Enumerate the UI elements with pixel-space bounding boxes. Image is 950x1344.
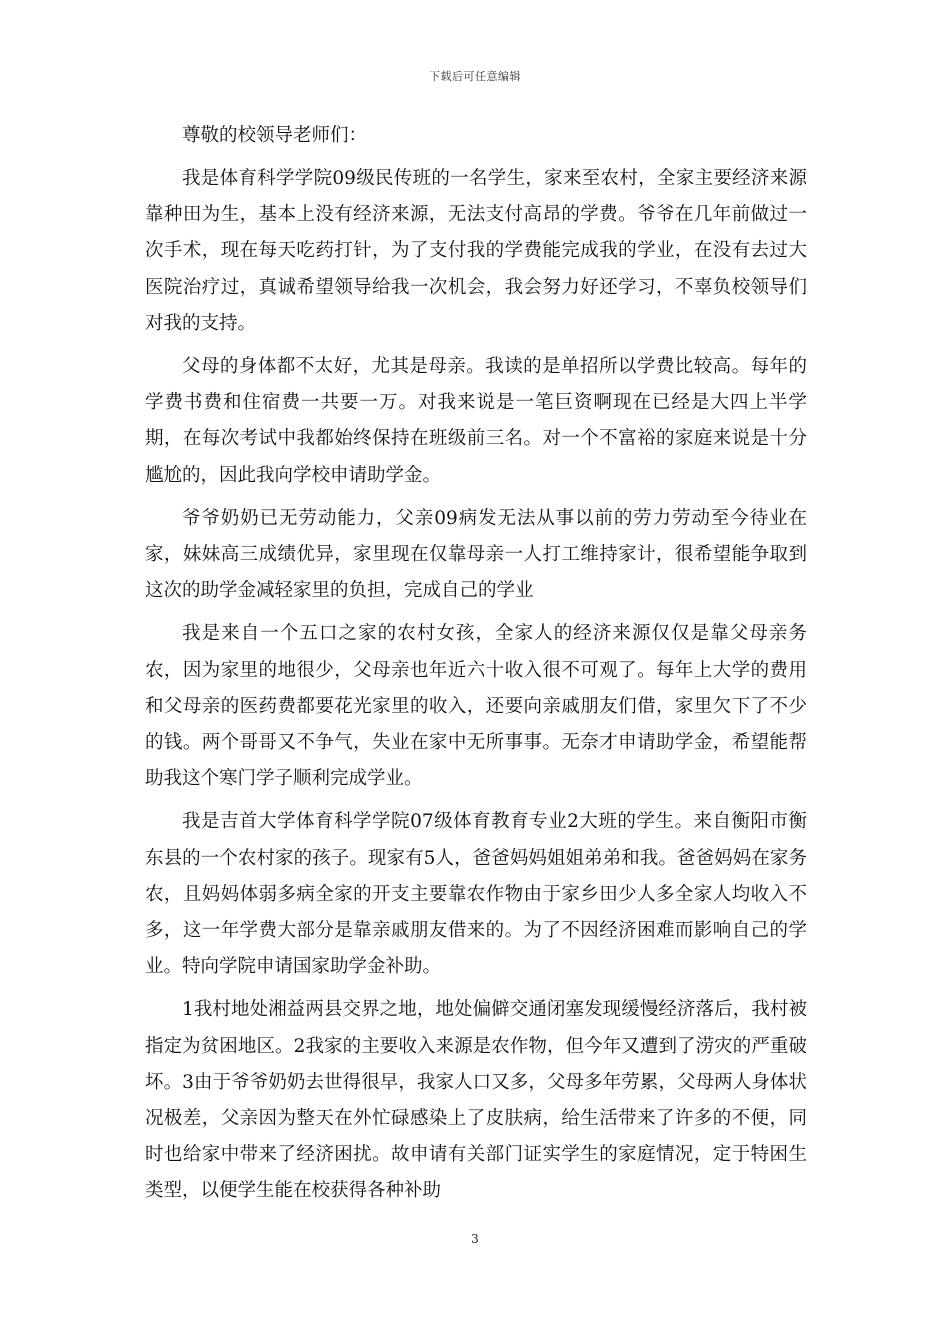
- page-header-note: 下载后可任意编辑: [429, 70, 521, 83]
- paragraph-1: 我是体育科学学院09级民传班的一名学生，家来至农村，全家主要经济来源靠种田为生，基本上没有经济来源，无法支付高昂的学费。爷爷在几年前做过一次手术，现在每天吃药打针，为了支付我的学费能完成我的学业，在没有去过大医院治疗过，真诚希望领导给我一次机会，我会努力好还学习，不辜负校领导们对我的支持。: [145, 168, 807, 334]
- document-body: [145, 118, 807, 1217]
- salutation: 尊敬的校领导老师们：: [182, 125, 368, 146]
- paragraph-3: 爷爷奶奶已无劳动能力，父亲09病发无法从事以前的劳力劳动至今待业在家，妹妹高三成绩优异，家里现在仅靠母亲一人打工维持家计，很希望能争取到这次的助学金减轻家里的负担，完成自己的学业: [145, 507, 807, 602]
- paragraph-4: 我是来自一个五口之家的农村女孩，全家人的经济来源仅仅是靠父母亲务农，因为家里的地很少，父母亲也年近六十收入很不可观了。每年上大学的费用和父母亲的医药费都要花光家里的收入，还要向亲戚朋友们借，家里欠下了不少的钱。两个哥哥又不争气，失业在家中无所事事。无奈才申请助学金，希望能帮助我这个寒门学子顺利完成学业。: [145, 623, 807, 790]
- paragraph-6: 1我村地处湘益两县交界之地，地处偏僻交通闭塞发现缓慢经济落后，我村被指定为贫困地区。2我家的主要收入来源是农作物，但今年又遭到了涝灾的严重破坏。3由于爷爷奶奶去世得很早，我家人口又多，父母多年劳累，父母两人身体状况极差，父亲因为整天在外忙碌感染上了皮肤病，给生活带来了许多的不便，同时也给家中带来了经济困扰。故申请有关部门证实学生的家庭情况，定于特困生类型，以便学生能在校获得各种补助: [145, 999, 807, 1202]
- paragraph-5: 我是吉首大学体育科学学院07级体育教育专业2大班的学生。来自衡阳市衡东县的一个农村家的孩子。现家有5人，爸爸妈妈姐姐弟弟和我。爸爸妈妈在家务农，且妈妈体弱多病全家的开支主要靠农作物由于家乡田少人多全家人均收入不多，这一年学费大部分是靠亲戚朋友借来的。为了不因经济困难而影响自己的学业。特向学院申请国家助学金补助。: [145, 811, 807, 978]
- paragraph-2: 父母的身体都不太好，尤其是母亲。我读的是单招所以学费比较高。每年的学费书费和住宿费一共要一万。对我来说是一笔巨资啊现在已经是大四上半学期，在每次考试中我都始终保持在班级前三名。对一个不富裕的家庭来说是十分尴尬的，因此我向学校申请助学金。: [145, 356, 807, 486]
- page-number: 3: [471, 1232, 479, 1246]
